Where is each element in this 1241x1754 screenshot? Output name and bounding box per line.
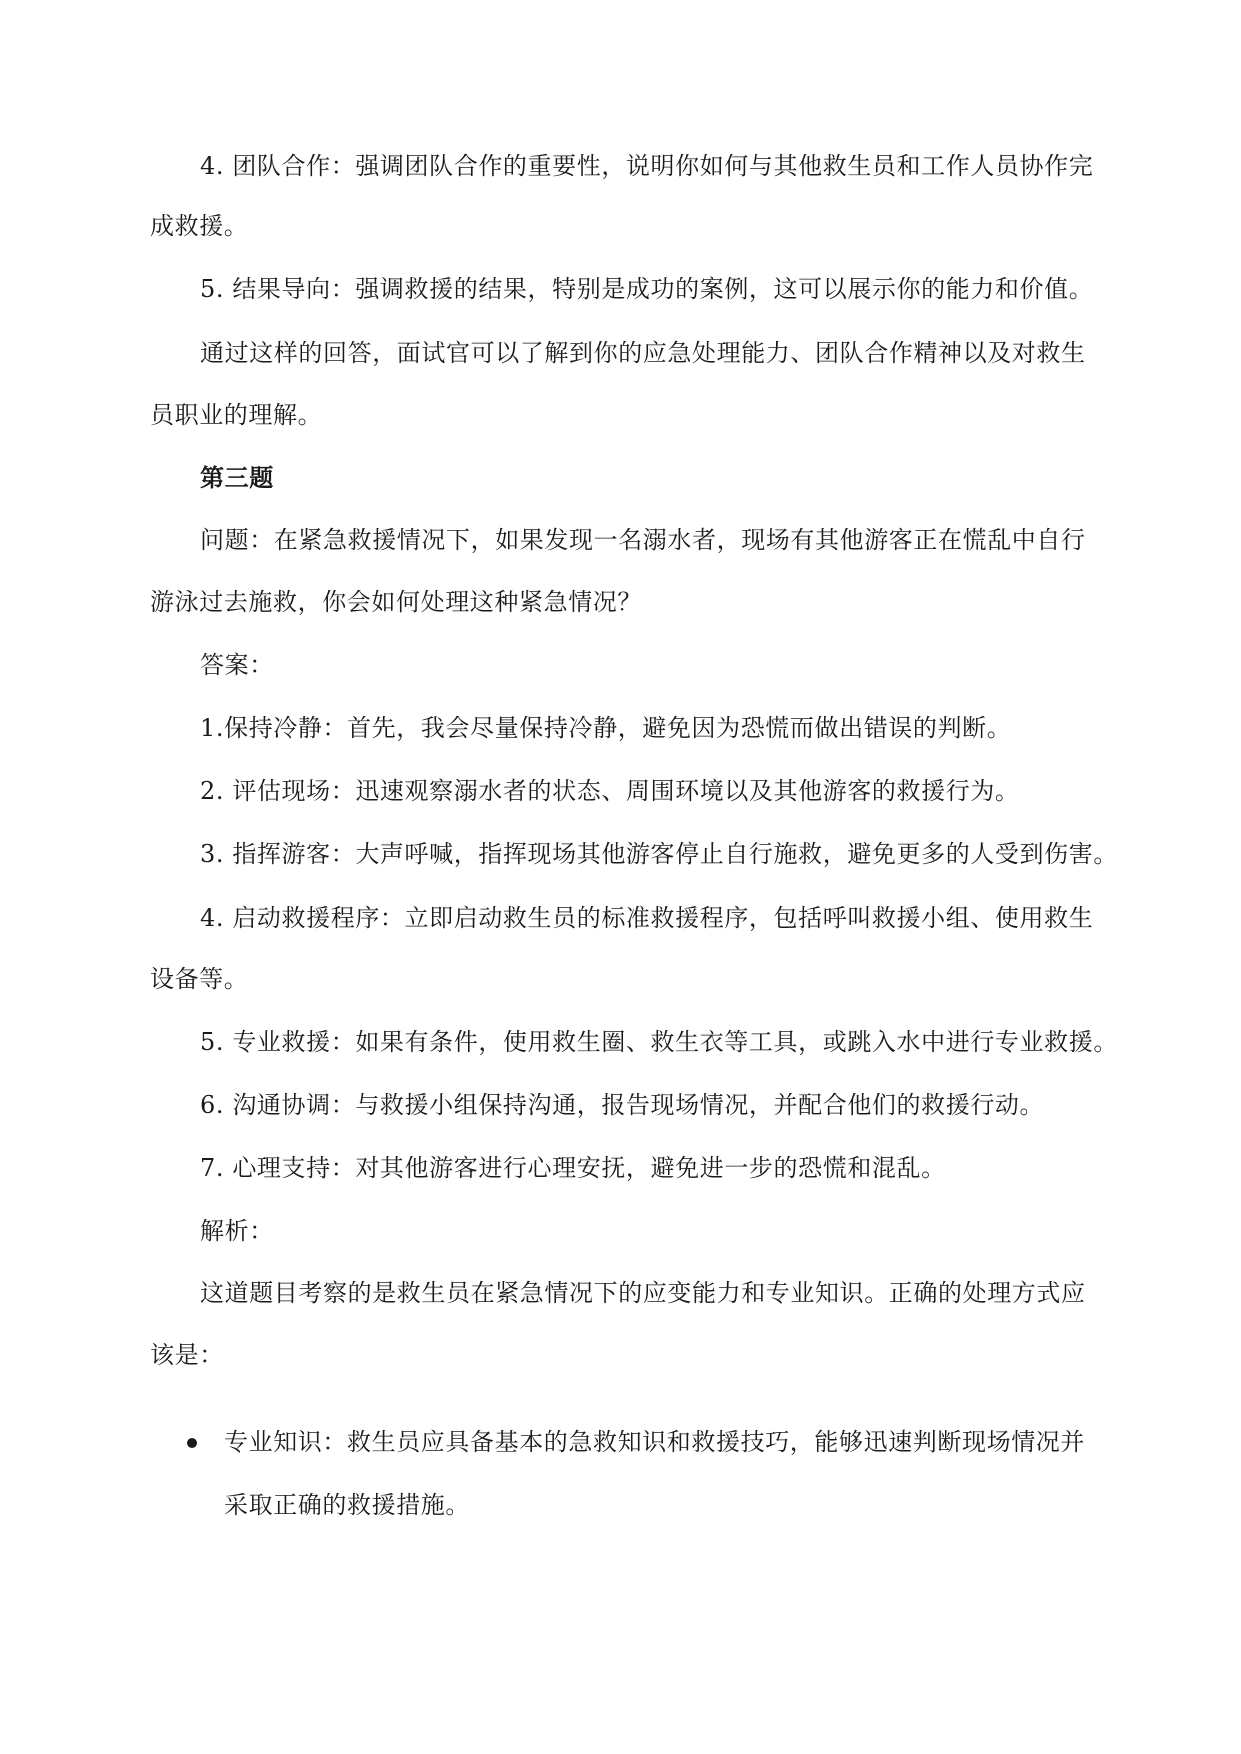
answer-step-4-line-2: 设备等。 bbox=[150, 965, 249, 993]
answer-step-2: 2. 评估现场：迅速观察溺水者的状态、周围环境以及其他游客的救援行为。 bbox=[200, 777, 1020, 805]
answer-label: 答案： bbox=[200, 651, 274, 679]
analysis-line-2: 该是： bbox=[150, 1341, 224, 1369]
answer-step-4-line-1: 4. 启动救援程序：立即启动救生员的标准救援程序，包括呼叫救援小组、使用救生 bbox=[200, 904, 1094, 932]
section-heading: 第三题 bbox=[200, 463, 274, 492]
bullet-item-line-2: 采取正确的救援措施。 bbox=[224, 1491, 470, 1519]
answer-item-4-line-2: 成救援。 bbox=[150, 212, 249, 240]
question-line-2: 游泳过去施救，你会如何处理这种紧急情况？ bbox=[150, 588, 642, 616]
analysis-label: 解析： bbox=[200, 1217, 274, 1245]
answer-step-6: 6. 沟通协调：与救援小组保持沟通，报告现场情况，并配合他们的救援行动。 bbox=[200, 1091, 1045, 1119]
question-line-1: 问题：在紧急救援情况下，如果发现一名溺水者，现场有其他游客正在慌乱中自行 bbox=[200, 526, 1086, 554]
answer-step-1: 1.保持冷静：首先，我会尽量保持冷静，避免因为恐慌而做出错误的判断。 bbox=[200, 714, 1012, 742]
summary-line-1: 通过这样的回答，面试官可以了解到你的应急处理能力、团队合作精神以及对救生 bbox=[200, 339, 1086, 367]
answer-item-4-line-1: 4. 团队合作：强调团队合作的重要性，说明你如何与其他救生员和工作人员协作完 bbox=[200, 152, 1094, 180]
bullet-dot-icon bbox=[187, 1438, 197, 1448]
analysis-line-1: 这道题目考察的是救生员在紧急情况下的应变能力和专业知识。正确的处理方式应 bbox=[200, 1279, 1086, 1307]
answer-item-5: 5. 结果导向：强调救援的结果，特别是成功的案例，这可以展示你的能力和价值。 bbox=[200, 275, 1094, 303]
answer-step-7: 7. 心理支持：对其他游客进行心理安抚，避免进一步的恐慌和混乱。 bbox=[200, 1154, 946, 1182]
answer-step-5: 5. 专业救援：如果有条件，使用救生圈、救生衣等工具，或跳入水中进行专业救援。 bbox=[200, 1028, 1118, 1056]
bullet-item-line-1: 专业知识：救生员应具备基本的急救知识和救援技巧，能够迅速判断现场情况并 bbox=[224, 1428, 1085, 1456]
answer-step-3: 3. 指挥游客：大声呼喊，指挥现场其他游客停止自行施救，避免更多的人受到伤害。 bbox=[200, 840, 1118, 868]
summary-line-2: 员职业的理解。 bbox=[150, 401, 323, 429]
